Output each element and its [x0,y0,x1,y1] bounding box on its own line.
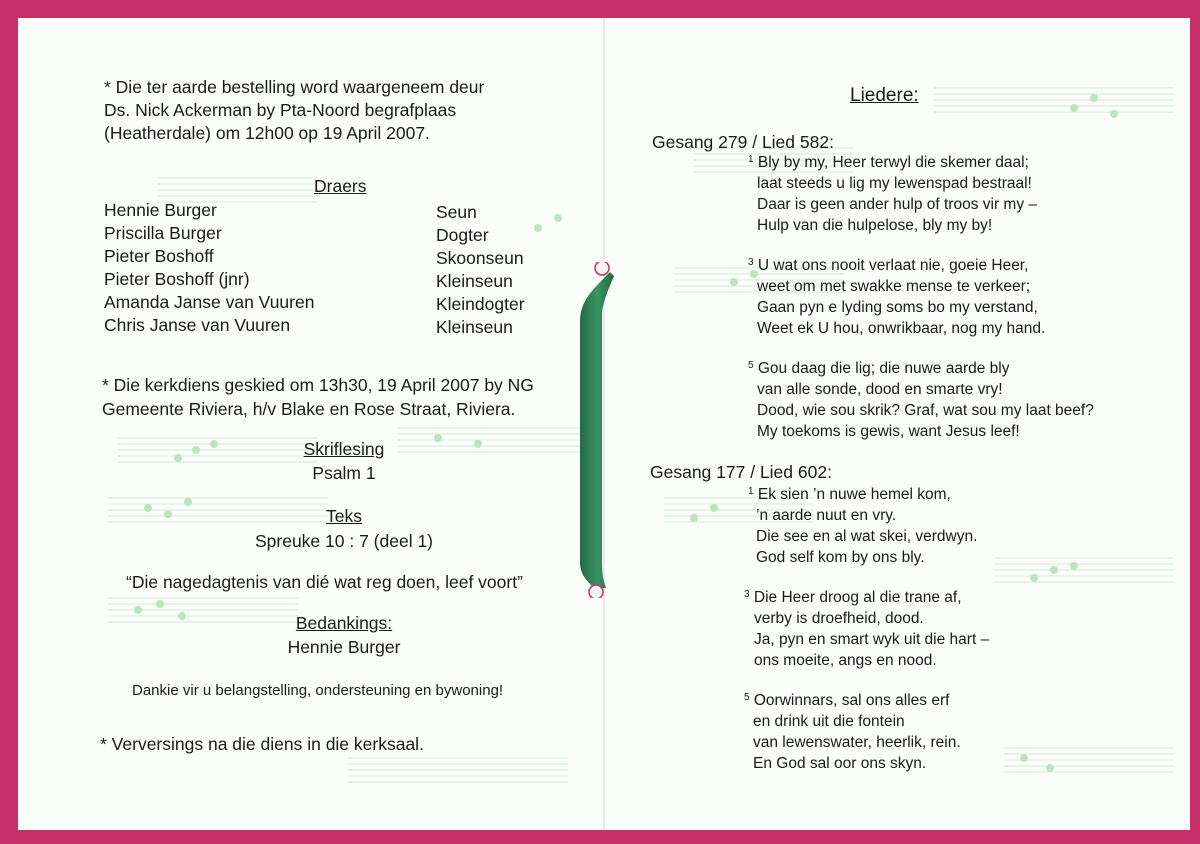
verse-line: en drink uit die fontein [753,713,905,730]
hymn-title: Gesang 279 / Lied 582: [652,132,834,152]
bearer-name: Chris Janse van Vuuren [104,315,291,335]
ribbon-binding [576,262,616,598]
refreshments-note: * Verversings na die diens in die kerksaal. [100,734,424,754]
verse-line [748,254,1028,277]
bearer-relation: Skoonseun [436,248,524,268]
burial-note-line-1: * Die ter aarde bestelling word waargeneem deur [104,77,485,97]
songs-heading: Liedere: [850,85,919,106]
bearer-name: Pieter Boshoff [104,246,214,266]
service-note-line-1: * Die kerkdiens geskied om 13h30, 19 April 2007 by NG [102,375,534,395]
hymn-title: Gesang 177 / Lied 602: [650,462,832,482]
verse-number: 5 [744,692,750,703]
thanks-heading: Bedankings: [295,613,393,633]
verse-line [748,357,1010,380]
verse-line: verby is droefheid, dood. [754,610,924,627]
thanks-line: Dankie vir u belangstelling, ondersteuning en bywoning! [132,682,504,699]
verse-line: God self kom by ons bly. [756,549,925,566]
verse-line: My toekoms is gewis, want Jesus leef! [757,423,1020,440]
verse-text: Bly by my, Heer terwyl die skemer daal; [757,154,1029,171]
text-reference: Spreuke 10 : 7 (deel 1) [254,531,434,551]
verse-text: Die Heer droog al die trane af, [753,589,962,606]
burial-note-line-2: Ds. Nick Ackerman by Pta-Noord begrafplaas [104,100,457,120]
verse-line: Daar is geen ander hulp of troos vir my – [757,196,1037,213]
verse-line: laat steeds u lig my lewenspad bestraal! [757,175,1032,192]
verse-line [744,586,962,609]
bearer-relation: Dogter [436,225,489,245]
bearer-name: Amanda Janse van Vuuren [104,292,315,312]
burial-note-line-3: (Heatherdale) om 12h00 op 19 April 2007. [104,123,430,143]
verse-number: 1 [748,486,754,497]
bearer-name: Priscilla Burger [104,223,222,243]
service-note-line-2: Gemeente Riviera, h/v Blake en Rose Straat, Riviera. [102,399,516,419]
text-heading: Teks [326,506,362,526]
verse-line: Hulp van die hulpelose, bly my by! [757,217,993,234]
verse-line: En God sal oor ons skyn. [753,755,927,772]
verse-line: Gaan pyn e lyding soms bo my verstand, [757,299,1038,316]
verse-line: weet om met swakke mense te verkeer; [757,278,1031,295]
verse-line: ’n aarde nuut en vry. [756,507,897,524]
verse-text: U wat ons nooit verlaat nie, goeie Heer, [757,257,1029,274]
verse-text: Oorwinnars, sal ons alles erf [753,692,950,709]
verse-number: 3 [748,257,754,268]
verse-line [748,483,951,506]
reading: Psalm 1 [312,463,376,483]
bearer-relation: Kleinseun [436,317,513,337]
verse-line: van lewenswater, heerlik, rein. [753,734,961,751]
bearer-relation: Kleinseun [436,271,513,291]
reading-heading: Skriflesing [303,439,385,459]
verse-line: van alle sonde, dood en smarte vry! [757,381,1003,398]
bearer-relation: Seun [436,202,477,222]
verse-number: 3 [744,589,750,600]
verse-number: 5 [748,360,754,371]
quote: “Die nagedagtenis van dié wat reg doen, leef voort” [126,572,523,592]
verse-line [748,151,1029,174]
right-page [604,18,1190,830]
verse-line: ons moeite, angs en nood. [754,652,937,669]
verse-text: Ek sien ’n nuwe hemel kom, [757,486,951,503]
verse-line: Die see en al wat skei, verdwyn. [756,528,978,545]
verse-text: Gou daag die lig; die nuwe aarde bly [757,360,1010,377]
left-page [18,18,604,830]
verse-line [744,689,949,712]
verse-line: Ja, pyn en smart wyk uit die hart – [754,631,990,648]
bearer-name: Hennie Burger [104,200,217,220]
bearers-heading: Draers [314,176,367,196]
bearer-relation: Kleindogter [436,294,525,314]
verse-number: 1 [748,154,754,165]
verse-line: Dood, wie sou skrik? Graf, wat sou my laat beef? [757,402,1094,419]
thanks-name: Hennie Burger [287,637,401,657]
verse-line: Weet ek U hou, onwrikbaar, nog my hand. [757,320,1046,337]
bearer-name: Pieter Boshoff (jnr) [104,269,250,289]
